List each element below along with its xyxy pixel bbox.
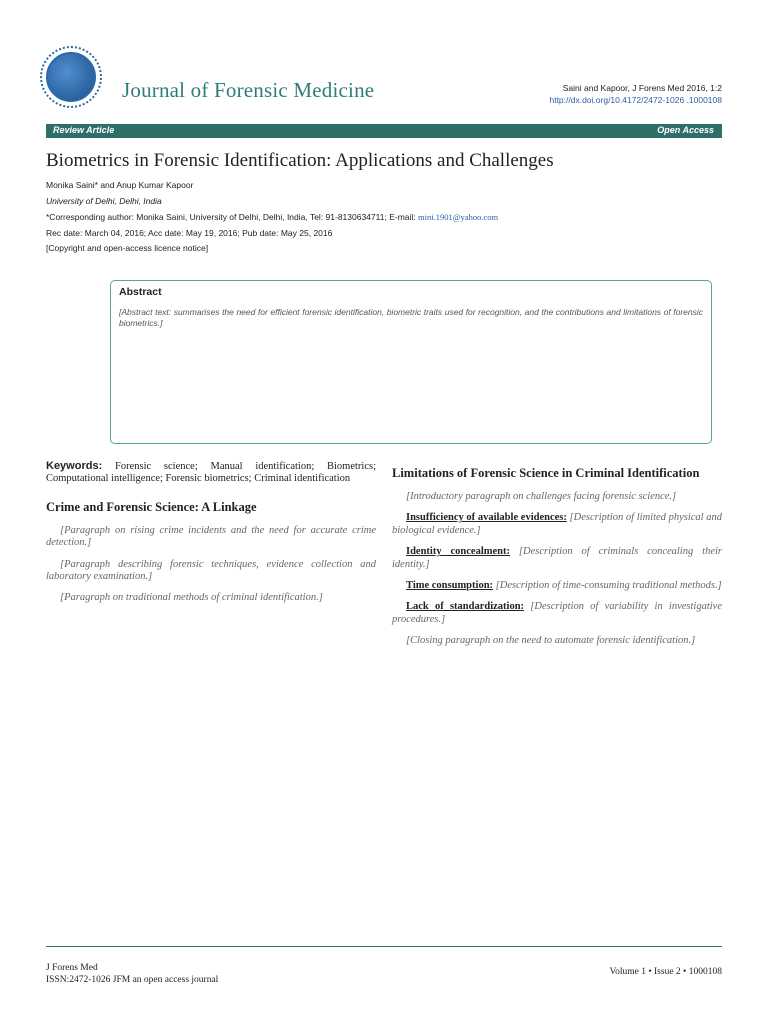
article-dates: Rec date: March 04, 2016; Acc date: May 19, 2016; Pub date: May 25, 2016 — [46, 228, 333, 238]
citation-line: Saini and Kapoor, J Forens Med 2016, 1:2 — [562, 83, 722, 93]
limitation-item — [392, 546, 722, 571]
publisher-logo-icon — [46, 52, 96, 102]
limitation-text: [Description of time-consuming traditional methods.] — [495, 580, 722, 592]
paragraph: [Paragraph on rising crime incidents and the need for accurate crime detection.] — [46, 524, 376, 549]
limitation-item — [392, 601, 722, 626]
limitation-label: Time consumption: — [406, 580, 494, 592]
footer-issn: ISSN:2472-1026 JFM an open access journal — [46, 975, 219, 985]
footer-volume-issue: Volume 1 • Issue 2 • 1000108 — [609, 967, 722, 977]
right-column — [392, 460, 722, 657]
affiliation: University of Delhi, Delhi, India — [46, 196, 162, 206]
authors: Monika Saini* and Anup Kumar Kapoor — [46, 180, 194, 190]
email-link[interactable]: mini.1901@yahoo.com — [418, 212, 499, 222]
article-type-banner — [46, 124, 722, 138]
corresponding-author — [46, 212, 722, 223]
keywords-text: Forensic science; Manual identification; Biometrics; Computational intelligence; Forensic biometrics; Criminal identification — [46, 461, 376, 485]
citation-block — [549, 82, 722, 106]
abstract-body: [Abstract text: summarises the need for efficient forensic identification, biometric traits used for recognition, and the contributions and limitations of forensic biometrics.] — [119, 307, 703, 328]
keywords-label: Keywords: — [46, 460, 103, 472]
footer-divider — [46, 946, 722, 947]
limitation-label: Lack of standardization: — [406, 601, 525, 613]
limitation-label: Insufficiency of available evidences: — [406, 512, 567, 524]
abstract-heading: Abstract — [119, 286, 162, 298]
limitation-text: [Description of limited physical and biological evidence.] — [392, 512, 722, 536]
limitation-text: [Description of variability in investigative procedures.] — [392, 601, 722, 625]
corresponding-text: *Corresponding author: Monika Saini, University of Delhi, Delhi, India, Tel: 91-8130634711; E-mail: — [46, 212, 416, 222]
doi-link[interactable]: http://dx.doi.org/10.4172/2472-1026 .1000108 — [549, 95, 722, 105]
article-type-label: Review Article — [53, 125, 115, 135]
left-column — [46, 460, 376, 614]
keywords — [46, 460, 376, 486]
paragraph: [Paragraph on traditional methods of criminal identification.] — [60, 592, 323, 604]
paragraph: [Closing paragraph on the need to automate forensic identification.] — [406, 635, 696, 647]
paragraph: [Paragraph describing forensic techniques, evidence collection and laboratory examination.] — [46, 558, 376, 583]
limitation-label: Identity concealment: — [406, 546, 510, 558]
open-access-label: Open Access — [657, 125, 714, 135]
limitation-item — [392, 512, 722, 537]
section-heading-crime: Crime and Forensic Science: A Linkage — [46, 499, 257, 514]
journal-title: Journal of Forensic Medicine — [122, 78, 375, 102]
footer-journal-info — [46, 962, 218, 986]
section-heading-limitations: Limitations of Forensic Science in Criminal Identification — [392, 466, 700, 480]
masthead — [0, 0, 768, 120]
limitation-text: [Description of criminals concealing their identity.] — [392, 546, 722, 570]
copyright-notice: [Copyright and open-access licence notice] — [46, 243, 209, 253]
limitation-item — [392, 580, 722, 592]
paragraph: [Introductory paragraph on challenges facing forensic science.] — [406, 491, 677, 502]
article-title: Biometrics in Forensic Identification: Applications and Challenges — [46, 150, 554, 171]
abstract-box — [110, 280, 712, 444]
footer-journal-name: J Forens Med — [46, 963, 98, 973]
